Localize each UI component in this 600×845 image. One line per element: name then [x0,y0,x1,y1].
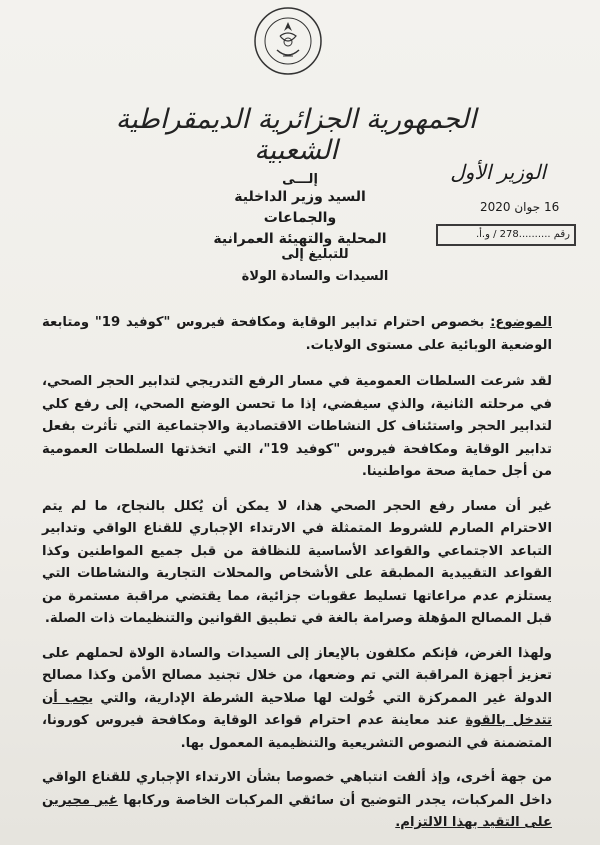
paragraph [42,643,552,756]
letter-body [42,312,552,845]
republic-heading: الجمهورية الجزائرية الديمقراطية الشعبية [115,104,477,166]
paragraph-text: من جهة أخرى، وإذ ألفت انتباهي خصوصا بشأن الارتداء الإجباري للقناع الواقي داخل المركبات، يجدر التوضيح أن سائقي المركبات الخاصة وركابها [42,770,552,808]
paragraph-text: ولهذا الغرض، فإنكم مكلفون بالإيعاز إلى السيدات والسادة الولاة لحملهم على تعزيز أجهزة المراقبة التي تم وضعها، من خلال تجنيد مصالح الأمن وكذا مصالح الدولة غير الممركزة التي خُولت لها صلاحية الشرطة الإدارية، والتي [42,645,552,706]
prime-minister-label: الوزير الأول [450,160,546,184]
subject-text: بخصوص احترام تدابير الوقاية ومكافحة فيروس "كوفيد 19" ومتابعة الوضعية الوبائية على مستوى الولايات. [42,315,552,353]
notify-block [230,244,400,288]
subject-label: الموضوع: [490,315,552,330]
paragraph: غير أن مسار رفع الحجر الصحي هذا، لا يمكن أن يُكلل بالنجاح، ما لم يتم الاحترام الصارم للشروط المتمثلة في الارتداء الإجباري للقناع الواقي وتدابير التباعد الاجتماعي والقواعد الأساسية للنظافة من قبل جميع المواطنين وكذا القواعد التقييدية المطبقة على الأشخاص والمحلات التجارية والنشاطات التي يستلزم عدم مراعاتها تسليط عقوبات جزائية، مما يقتضي مراقبة مستمرة من قبل المصالح المؤهلة وصرامة بالغة في تطبيق القوانين والتنظيمات ذات الصلة. [42,498,552,626]
underlined-emphasis: يجب أن تتدخل بالقوة [42,690,552,728]
state-seal [253,6,323,76]
subject-line [42,312,552,357]
underlined-emphasis: غير مجبرين على التقيد بهذا الالتزام. [42,792,552,830]
recipient-block [200,172,400,250]
paragraph: لقد شرعت السلطات العمومية في مسار الرفع التدريجي لتدابير الحجر الصحي، في مرحلته الثانية، والذي سيفضي، إذا ما تحسن الوضع الصحي، إلى رفع كلي لتدابير الحجر واستئناف كل النشاطات الاقتصادية والاجتماعية التي تأثرت بفعل تدابير الوقاية ومكافحة فيروس "كوفيد 19"، التي اتخذتها السلطات العمومية من أجل حماية صحة مواطنينا. [42,374,552,479]
paragraph-text: عند معاينة عدم احترام قواعد الوقاية ومكافحة فيروس كورونا، المتضمنة في النصوص التشريعية والتنظيمية المعمول بها. [42,713,552,751]
recipient-to-label: إلـــى [282,172,318,187]
recipient-line: المحلية والتهيئة العمرانية [213,231,387,247]
paragraph [42,767,552,835]
recipient-line: السيد وزير الداخلية والجماعات [234,189,366,226]
seal-emblem-icon [253,6,323,76]
document-date: 16 جوان 2020 [480,200,560,214]
reference-number-box: رقم ..........278 / و.أ. [436,224,576,246]
notify-recipients: السيدات والسادة الولاة [241,269,389,284]
notify-label: للتبليغ إلى [281,247,349,262]
